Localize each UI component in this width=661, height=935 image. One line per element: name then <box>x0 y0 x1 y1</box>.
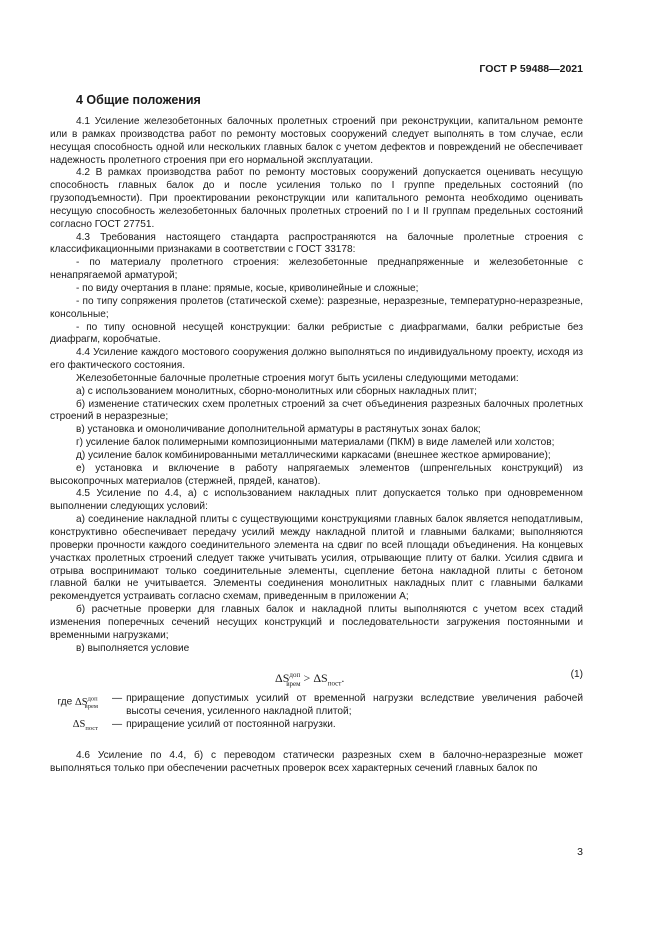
definition-text: приращение усилий от постоянной нагрузки. <box>126 719 336 731</box>
condition-a: а) соединение накладной плиты с существующими конструкциями главных балок является неподатливым, конструктивно обеспечивает передачу усилий между накладной плитой и главными балками; выполняются проверки прочности каждого соединительного элемента на сдвиг по всей площади объединения. На концевых участках пролетных строений следует также учитывать усилия, отрывающие плиту от балки. Усилия сдвига и отрыва воспринимают только соединительные элементы, сцепление бетона накладной плиты с бетоном главной балки не учитывается. Элементы соединения монолитных накладных плит с главными балками рекомендуется устраивать согласно схемам, приведенным в приложении А; <box>50 514 583 603</box>
formula-lhs-sub: врем <box>286 679 301 688</box>
list-item: - по типу основной несущей конструкции: балки ребристые с диафрагмами, балки ребристые без диафрагм, коробчатые. <box>50 321 583 346</box>
paragraph-4-6: 4.6 Усиление по 4.4, б) с переводом статически разрезных схем в балочно-неразрезные может выполняться только при обеспечении расчетных проверок всех характерных сечений главных балок по <box>50 750 583 774</box>
document-body <box>50 116 583 776</box>
formula-tail: . <box>341 671 345 686</box>
formula-lhs-sup: доп <box>289 671 301 680</box>
condition-b: б) расчетные проверки для главных балок и накладной плиты выполняются с учетом всех стадий изменения поперечных сечений несущих конструкций и последовательности загружения постоянными и временными нагрузками; <box>50 604 583 641</box>
formula-rhs-sub: пост <box>327 679 342 688</box>
definitions <box>50 693 583 736</box>
definition-dash: — <box>112 693 123 705</box>
definition-symbol <box>75 695 102 711</box>
definition-symbol <box>72 719 102 733</box>
paragraph-4-4-intro: Железобетонные балочные пролетные строения могут быть усилены следующими методами: <box>76 372 519 384</box>
page-number: 3 <box>577 846 583 858</box>
formula-row <box>50 661 583 691</box>
formula-rhs: ΔS <box>313 671 328 686</box>
list-item: б) изменение статических схем пролетных строений за счет объединения разрезных балочных пролетных строений в неразрезные; <box>50 398 583 423</box>
formula <box>275 669 344 690</box>
definition-lead <box>50 693 102 713</box>
section-title: 4 Общие положения <box>76 93 201 107</box>
list-item: - по материалу пролетного строения: железобетонные преднапряженные и железобетонные с ненапрягаемой арматурой; <box>50 257 583 282</box>
formula-lhs: ΔS <box>275 671 290 686</box>
definition-text: приращение допустимых усилий от временной нагрузки вследствие увеличения рабочей высоты сечения, усиленного накладной плитой; <box>126 693 583 718</box>
definition-row <box>50 693 583 719</box>
paragraph-4-5: 4.5 Усиление по 4.4, а) с использованием накладных плит допускается только при одновременном выполнении следующих условий: <box>50 488 583 513</box>
list-item: е) установка и включение в работу напрягаемых элементов (шпренгельных конструкций) из высокопрочных материалов (стержней, прядей, канатов). <box>50 462 583 487</box>
definition-symbol-base: ΔS <box>75 696 88 708</box>
paragraph-4-4: 4.4 Усиление каждого мостового сооружения должно выполняться по индивидуальному проекту, исходя из его фактического состояния. <box>50 347 583 372</box>
definition-row <box>50 719 583 736</box>
definition-symbol-base: ΔS <box>72 719 86 731</box>
definition-where: где <box>57 696 73 708</box>
list-item: д) усиление балок комбинированными металлическими каркасами (внешнее жесткое армирование); <box>76 449 551 461</box>
definition-dash: — <box>112 719 123 731</box>
condition-c: в) выполняется условие <box>76 642 190 654</box>
definition-lead <box>50 719 102 736</box>
definition-symbol-sub: пост <box>85 725 98 733</box>
list-item: - по виду очертания в плане: прямые, косые, криволинейные и сложные; <box>76 282 419 294</box>
list-item: в) установка и омоноличивание дополнительной арматуры в растянутых зонах балок; <box>76 424 481 436</box>
equation-number: (1) <box>570 669 583 681</box>
definition-symbol-sup: доп <box>87 695 98 703</box>
spacer <box>50 736 583 750</box>
list-item: - по типу сопряжения пролетов (статической схеме): разрезные, неразрезные, температурно-неразрезные, консольные; <box>50 295 583 320</box>
formula-operator: > <box>300 671 314 686</box>
document-code: ГОСТ Р 59488—2021 <box>479 63 583 75</box>
definition-symbol-sub: врем <box>84 703 98 711</box>
paragraph-4-1: 4.1 Усиление железобетонных балочных пролетных строений при реконструкции, капитальном ремонте или в рамках производства работ по ремонту мостовых сооружений следует выполнять в том случае, если несущая способность одной или нескольких главных балок с учетом дефектов и повреждений не обеспечивает надежность пролетного строения при его нормальной эксплуатации. <box>50 116 583 166</box>
paragraph-4-3: 4.3 Требования настоящего стандарта распространяются на балочные пролетные строения с классификационными признаками в соответствии с ГОСТ 33178: <box>50 231 583 256</box>
paragraph-4-2: 4.2 В рамках производства работ по ремонту мостовых сооружений допускается оценивать несущую способность главных балок до и после усиления только по I группе предельных состояний (по грузоподъемности). При проектировании реконструкции или капитального ремонта необходимо оценивать несущую способность железобетонных балочных пролетных строений по I и II группам предельных состояний согласно ГОСТ 27751. <box>50 167 583 230</box>
list-item: г) усиление балок полимерными композиционными материалами (ПКМ) в виде ламелей или холстов; <box>76 437 555 449</box>
list-item: а) с использованием монолитных, сборно-монолитных или сборных накладных плит; <box>76 385 477 397</box>
